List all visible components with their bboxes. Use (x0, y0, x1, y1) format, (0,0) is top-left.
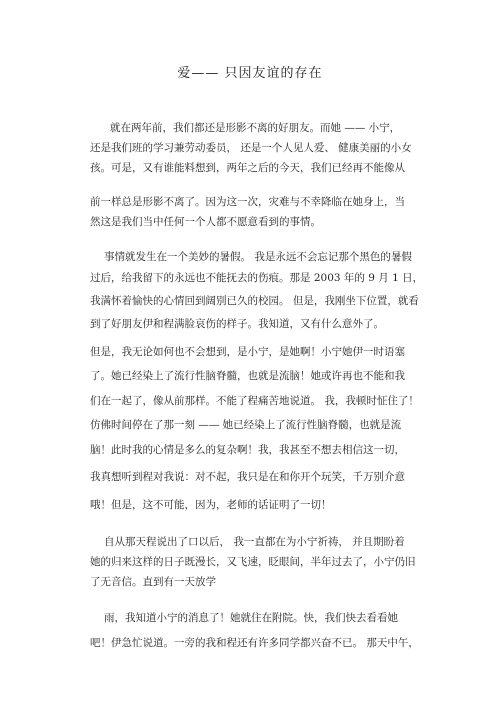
text-line: 雨，我知道小宁的消息了！她就住在附院。快，我们快去看看她 (104, 612, 398, 624)
text-line: 还是我们班的学习兼劳动委员， 还是一个人见人爱、 健康美丽的小女 (90, 142, 412, 154)
text-line: 了无音信。直到有一天放学 (90, 576, 216, 588)
text-line: 吧！伊急忙说道。一旁的我和程还有许多同学都兴奋不已。 那天中午， (90, 637, 419, 649)
text-line: 们在一起了，像从前那样。不能了程痛苦地说道。 我，我顿时怔住了！ (90, 395, 419, 407)
text-line: 过后，给我留下的永远也不能抚去的伤痕。那是 2003 年的 9 月 1 日， (90, 272, 424, 284)
text-line: 哦！但是，这不可能，因为，老师的话证明了一切！ (90, 499, 332, 511)
text-line: 到了好朋友伊和程满脸哀伤的样子。我知道，又有什么意外了。 (90, 318, 384, 330)
text-line: 孩。可是，又有谁能料想到，两年之后的今天，我们已经再不能像从 (90, 162, 405, 174)
text-line: 脑！此时我的心情是多么的复杂啊！我，我甚至不想去相信这一切， (90, 444, 405, 456)
text-line: 然这是我们当中任何一个人都不愿意看到的事情。 (90, 216, 321, 228)
text-line: 事情就发生在一个美妙的暑假。 我是永远不会忘记那个黑色的暑假 (104, 251, 412, 263)
text-line: 自从那天程说出了口以后， 我一直都在为小宁祈祷， 并且期盼着 (104, 536, 405, 548)
text-line: 就在两年前，我们都还是形影不离的好朋友。而她 —— 小宁， (110, 122, 401, 134)
text-line: 仿佛时间停在了那一刻 —— 她已经染上了流行性脑脊髓，也就是流 (90, 419, 402, 431)
text-line: 前一样总是形影不离了。因为这一次，灾难与不幸降临在她身上，当 (90, 196, 405, 208)
text-line: 她的归来这样的日子既漫长，又飞速，眨眼间，半年过去了，小宁仍旧 (90, 556, 416, 568)
text-line: 但是，我无论如何也不会想到，是小宁，是她啊！小宁她伊一时语塞 (90, 346, 405, 358)
text-line: 了。她已经染上了流行性脑脊髓，也就是流脑！她或许再也不能和我 (90, 370, 405, 382)
text-line: 我满怀着愉快的心情回到阔别已久的校园。 但是，我刚坐下位置，就看 (90, 295, 419, 307)
document-title: 爱—— 只因友谊的存在 (177, 66, 323, 81)
text-line: 我真想听到程对我说：对不起，我只是在和你开个玩笑，千万别介意 (90, 471, 405, 483)
